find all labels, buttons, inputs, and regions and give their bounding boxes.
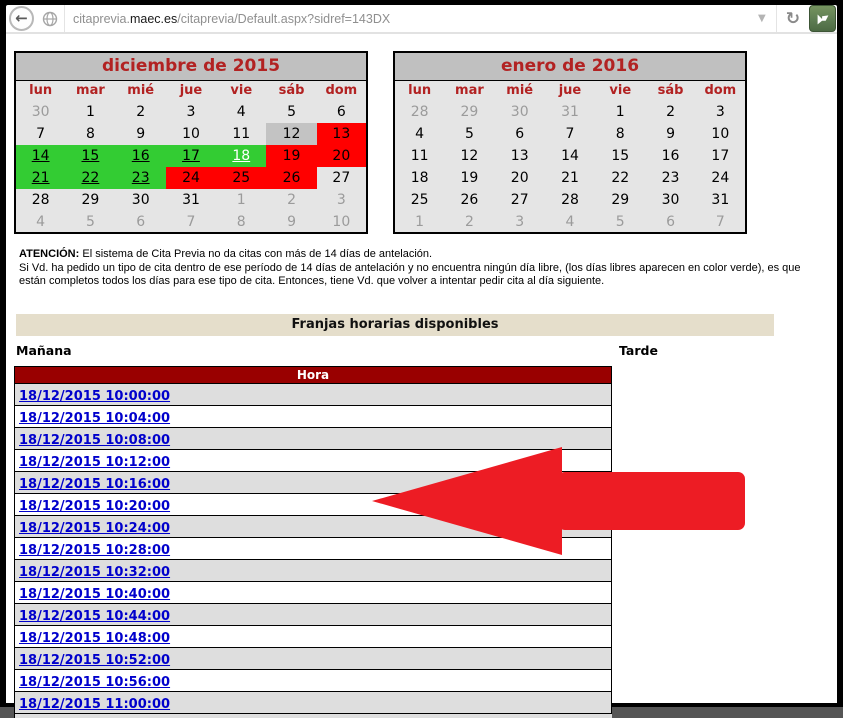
- time-slot-link[interactable]: 18/12/2015 10:28:00: [19, 542, 171, 558]
- day-header-row: [15, 80, 367, 101]
- calendar-day: 24: [711, 170, 730, 186]
- calendar-day: 6: [666, 213, 675, 230]
- calendar-day: 9: [666, 126, 675, 142]
- time-slot-link[interactable]: 18/12/2015 10:40:00: [19, 586, 171, 602]
- day-of-week-header: vie: [230, 83, 253, 99]
- calendar-day: 12: [460, 148, 479, 164]
- calendar-title: enero de 2016: [394, 52, 746, 80]
- calendar-day: 5: [85, 213, 95, 230]
- calendar-title: diciembre de 2015: [15, 52, 367, 80]
- calendar-day: 10: [711, 126, 730, 142]
- calendar-day: 11: [410, 148, 429, 164]
- calendar-day: 2: [287, 192, 296, 208]
- calendar-day: 2: [464, 213, 474, 230]
- calendar-day: 7: [186, 213, 196, 230]
- calendar-day: 13: [510, 148, 529, 164]
- calendar-day: 8: [236, 213, 246, 230]
- calendar-week-row: [15, 211, 367, 233]
- calendar-day: 15: [611, 148, 630, 164]
- section-title-bar: [16, 314, 774, 336]
- time-slot-link[interactable]: 18/12/2015 10:20:00: [19, 498, 171, 514]
- time-slot-row: [15, 669, 612, 691]
- calendar-day: 20: [317, 145, 367, 167]
- time-slot-cell: [15, 691, 612, 713]
- calendar-day: 14: [561, 148, 579, 164]
- calendar-day: 19: [266, 145, 316, 167]
- calendar-day[interactable]: [15, 167, 65, 189]
- calendar-day[interactable]: [15, 145, 65, 167]
- calendar-day: 26: [460, 192, 479, 208]
- calendar-day[interactable]: [65, 145, 115, 167]
- calendar-day: 7: [715, 213, 725, 230]
- calendar-week-row: [15, 101, 367, 123]
- calendar-day: 21: [561, 170, 579, 186]
- calendar-day: 4: [415, 126, 425, 142]
- time-slot-cell: [15, 669, 612, 691]
- day-of-week-header: mar: [76, 83, 105, 99]
- calendar-day: 1: [615, 104, 625, 120]
- time-slot-cell: [15, 559, 612, 581]
- time-slot-row: [15, 603, 612, 625]
- hora-column-header: Hora: [15, 366, 612, 383]
- calendar-day: 2: [666, 104, 675, 120]
- calendar-day: 25: [410, 192, 429, 208]
- reload-button[interactable]: [776, 5, 809, 32]
- day-of-week-header: lun: [29, 83, 53, 99]
- morning-label: Mañana: [16, 342, 72, 358]
- calendar-day: 8: [615, 126, 625, 142]
- calendar-week-row: [15, 189, 367, 211]
- calendar-day: 29: [81, 192, 100, 208]
- day-of-week-header: sáb: [278, 83, 305, 99]
- calendar-day: 9: [287, 213, 296, 230]
- time-slot-row: [15, 691, 612, 713]
- calendar-day: 9: [136, 126, 146, 142]
- time-slot-link[interactable]: 18/12/2015 10:08:00: [19, 432, 171, 448]
- calendar-day: 31: [711, 192, 730, 208]
- calendar-day: 30: [510, 104, 529, 120]
- calendar-day: 28: [410, 104, 429, 120]
- calendar-day[interactable]: [216, 145, 266, 167]
- calendar-day: 31: [182, 192, 200, 208]
- notice-line1: El sistema de Cita Previa no da citas con más de 14 días de antelación.: [79, 248, 433, 260]
- toolbar-right: [748, 5, 837, 32]
- calendar-day[interactable]: [116, 145, 166, 167]
- calendar-day: 18: [410, 170, 429, 186]
- calendar-day: 1: [415, 213, 425, 230]
- time-slot-link[interactable]: 18/12/2015 10:00:00: [19, 388, 171, 404]
- calendar-day: 24: [166, 167, 216, 189]
- calendar-week-row: [15, 123, 367, 145]
- calendar-day: 22: [611, 170, 630, 186]
- browser-toolbar: [6, 5, 837, 34]
- calendar-day: 19: [460, 170, 479, 186]
- calendar-day[interactable]: [65, 167, 115, 189]
- calendar-day: 11: [232, 126, 251, 142]
- calendar-day: 6: [336, 104, 346, 120]
- time-slot-link[interactable]: 18/12/2015 10:48:00: [19, 630, 171, 646]
- calendar-day: 27: [332, 170, 351, 186]
- day-of-week-header: mar: [455, 83, 484, 99]
- day-of-week-header: jue: [558, 83, 582, 99]
- calendar-day: 13: [317, 123, 367, 145]
- calendar-day: 25: [216, 167, 266, 189]
- time-slot-cell: [15, 427, 612, 449]
- calendar-day: 3: [186, 104, 196, 120]
- time-slot-cell: [15, 405, 612, 427]
- calendar-day: 1: [236, 192, 246, 208]
- available-day-link[interactable]: 16: [131, 148, 150, 164]
- time-slot-row: [15, 625, 612, 647]
- time-slot-row: [15, 647, 612, 669]
- calendar-day: 4: [565, 213, 575, 230]
- available-day-link[interactable]: 17: [182, 148, 200, 164]
- calendar-day: 6: [136, 213, 146, 230]
- calendar-week-row: [15, 145, 367, 167]
- calendar-day: 23: [661, 170, 680, 186]
- day-header-row: [394, 80, 746, 101]
- calendar-day: 6: [515, 126, 525, 142]
- calendar-day: 3: [515, 213, 525, 230]
- available-day-link[interactable]: 23: [131, 170, 150, 186]
- time-slot-cell: [15, 581, 612, 603]
- clipped-next-row: [14, 714, 612, 718]
- calendar-day: 31: [561, 104, 579, 120]
- calendar-day: 1: [85, 104, 95, 120]
- calendar-day: 3: [336, 192, 346, 208]
- calendar-january: [393, 51, 747, 234]
- extension-icon[interactable]: [809, 5, 836, 32]
- day-of-week-header: mié: [127, 83, 155, 99]
- time-slot-link[interactable]: 18/12/2015 10:32:00: [19, 564, 171, 580]
- calendar-day: 26: [266, 167, 316, 189]
- period-labels: [14, 343, 772, 358]
- calendar-december: [14, 51, 368, 234]
- calendar-day: 4: [36, 213, 46, 230]
- calendar-day: 3: [715, 104, 725, 120]
- time-slot-cell: [15, 647, 612, 669]
- time-slot-link[interactable]: 18/12/2015 10:52:00: [19, 652, 171, 668]
- time-slot-row: [15, 405, 612, 427]
- time-slot-link[interactable]: 18/12/2015 10:12:00: [19, 454, 171, 470]
- time-slot-row: [15, 581, 612, 603]
- calendar-day: 29: [611, 192, 630, 208]
- calendar-day: 29: [460, 104, 479, 120]
- attention-notice: [19, 248, 827, 289]
- available-day-link[interactable]: 22: [81, 170, 100, 186]
- attention-label: ATENCIÓN:: [19, 248, 80, 260]
- calendar-day: 5: [615, 213, 625, 230]
- calendar-day: 10: [332, 213, 351, 230]
- day-of-week-header: lun: [408, 83, 432, 99]
- globe-icon: [42, 11, 58, 27]
- time-slot-cell: [15, 625, 612, 647]
- calendar-day: 27: [510, 192, 529, 208]
- time-slot-link[interactable]: 18/12/2015 10:04:00: [19, 410, 171, 426]
- time-slot-row: [15, 427, 612, 449]
- time-slot-row: [15, 383, 612, 405]
- calendar-week-row: [15, 167, 367, 189]
- day-of-week-header: mié: [506, 83, 534, 99]
- available-day-link[interactable]: 18: [232, 148, 251, 164]
- url-prefix: citaprevia.: [73, 11, 130, 26]
- highlight-arrow: [372, 447, 745, 555]
- calendar-day[interactable]: [116, 167, 166, 189]
- time-slot-link[interactable]: 18/12/2015 10:44:00: [19, 608, 171, 624]
- url-bar[interactable]: [64, 5, 748, 32]
- time-slot-link[interactable]: 18/12/2015 10:16:00: [19, 476, 171, 492]
- time-slot-link[interactable]: 18/12/2015 11:00:00: [19, 696, 171, 712]
- day-of-week-header: dom: [325, 83, 358, 99]
- section-title: Franjas horarias disponibles: [291, 317, 499, 332]
- time-slot-link[interactable]: 18/12/2015 10:56:00: [19, 674, 171, 690]
- calendar-week-row: [394, 123, 746, 145]
- back-arrow-icon: ←: [15, 9, 28, 27]
- calendar-day: 17: [711, 148, 730, 164]
- time-slot-row: [15, 559, 612, 581]
- calendar-day: 28: [31, 192, 50, 208]
- reload-icon: ↻: [785, 8, 800, 29]
- calendar-day: 7: [36, 126, 46, 142]
- day-of-week-header: jue: [179, 83, 203, 99]
- calendar-week-row: [394, 145, 746, 167]
- calendar-day: 10: [182, 126, 200, 142]
- time-slot-link[interactable]: 18/12/2015 10:24:00: [19, 520, 171, 536]
- afternoon-label: Tarde: [619, 342, 658, 358]
- calendar-day: 30: [131, 192, 150, 208]
- calendar-day: 30: [31, 104, 50, 120]
- calendar-day: 12: [266, 123, 316, 145]
- day-of-week-header: vie: [609, 83, 632, 99]
- time-slot-cell: [15, 383, 612, 405]
- calendar-day: 28: [561, 192, 579, 208]
- calendar-day[interactable]: [166, 145, 216, 167]
- calendar-day: 2: [136, 104, 146, 120]
- available-day-link[interactable]: 15: [81, 148, 100, 164]
- day-of-week-header: dom: [704, 83, 737, 99]
- calendar-day: 20: [510, 170, 529, 186]
- url-path: /citaprevia/Default.aspx?sidref=143DX: [177, 11, 391, 26]
- calendar-week-row: [394, 101, 746, 123]
- calendar-day: 5: [287, 104, 296, 120]
- day-of-week-header: sáb: [657, 83, 684, 99]
- calendar-day: 8: [85, 126, 95, 142]
- page-content: [6, 34, 837, 712]
- calendar-week-row: [394, 211, 746, 233]
- url-dropdown-icon[interactable]: ▼: [758, 13, 766, 24]
- back-button[interactable]: [9, 6, 34, 31]
- notice-line2: Si Vd. ha pedido un tipo de cita dentro de ese período de 14 días de antelación y no encuentra ningún día libre, (los días libres aparecen en color verde), es que están completos todos los días para ese tipo de cita. Entonces, tiene Vd. que volver a intentar pedir cita al día siguiente.: [19, 261, 801, 287]
- pointer-icon: [814, 10, 832, 28]
- calendar-day: 16: [661, 148, 680, 164]
- calendar-week-row: [394, 189, 746, 211]
- url-domain: maec.es: [129, 11, 178, 26]
- calendar-day: 7: [565, 126, 575, 142]
- calendar-day: 4: [236, 104, 246, 120]
- calendars-row: [14, 51, 837, 234]
- available-day-link[interactable]: 14: [31, 148, 50, 164]
- time-slot-cell: [15, 603, 612, 625]
- calendar-day: 5: [464, 126, 474, 142]
- available-day-link[interactable]: 21: [31, 170, 50, 186]
- calendar-day: 30: [661, 192, 680, 208]
- calendar-week-row: [394, 167, 746, 189]
